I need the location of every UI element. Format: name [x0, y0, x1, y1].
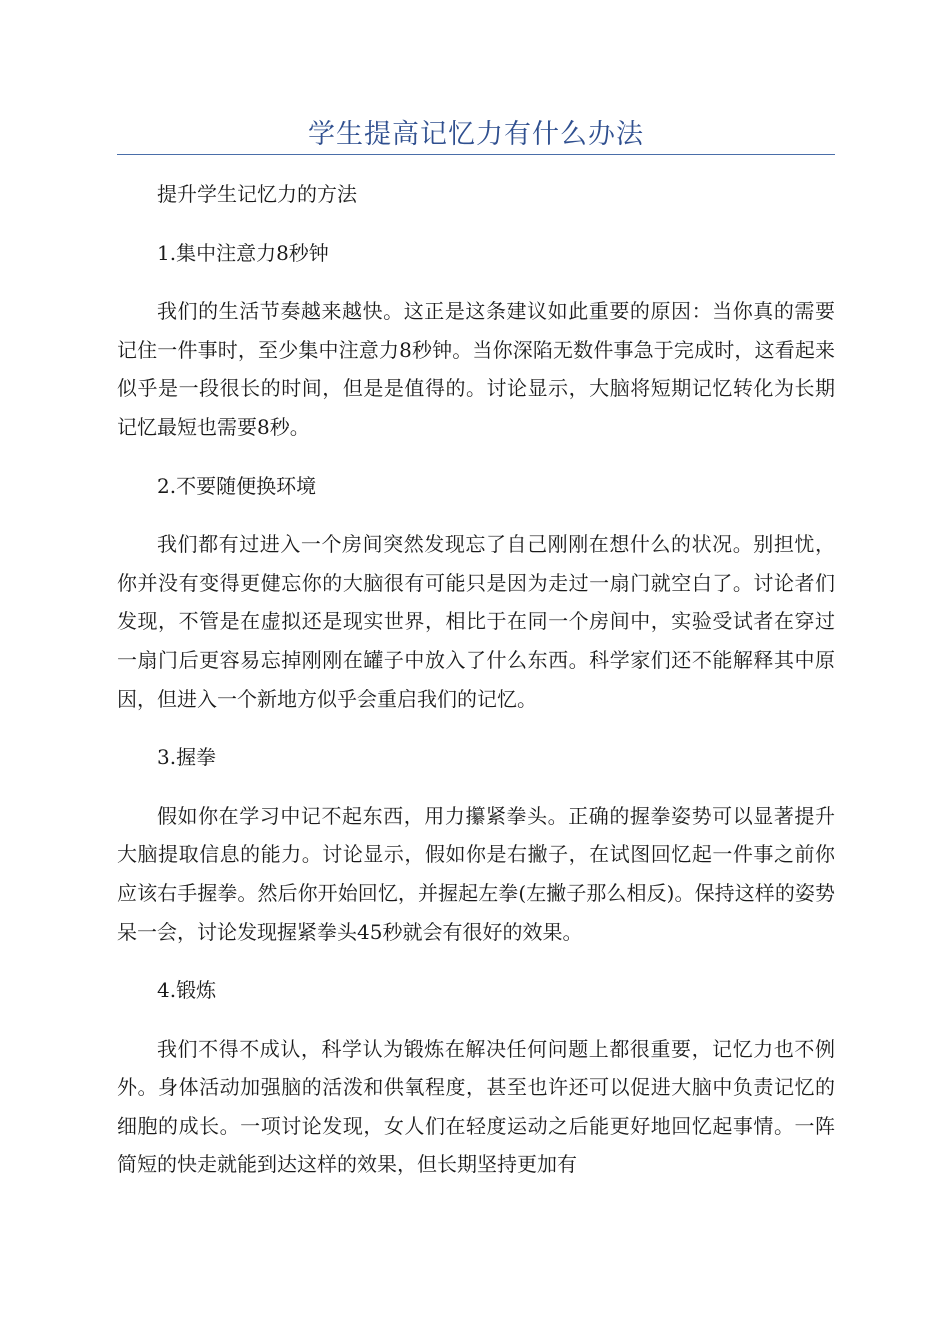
section-body-4: 我们不得不成认，科学认为锻炼在解决任何问题上都很重要，记忆力也不例外。身体活动加强脑的活泼和供氧程度，甚至也许还可以促进大脑中负责记忆的细胞的成长。一项讨论发现，女人们在轻度运动之后能更好地回忆起事情。一阵简短的快走就能到达这样的效果，但长期坚持更加有 — [117, 1036, 835, 1177]
section-heading-3: 3.握拳 — [157, 745, 217, 770]
section-heading-2: 2.不要随便换环境 — [157, 473, 317, 498]
intro-heading: 提升学生记忆力的方法 — [157, 182, 357, 206]
section-heading-1: 1.集中注意力8秒钟 — [157, 240, 329, 265]
section-body-3: 假如你在学习中记不起东西，用力攥紧拳头。正确的握拳姿势可以显著提升大脑提取信息的能力。讨论显示，假如你是右撇子，在试图回忆起一件事之前你应该右手握拳。然后你开始回忆，并握起左拳(左撇子那么相反)。保持这样的姿势呆一会，讨论发现握紧拳头45秒就会有很好的效果。 — [117, 803, 835, 944]
document-title: 学生提高记忆力有什么办法 — [308, 119, 644, 150]
section-body-2: 我们都有过进入一个房间突然发现忘了自己刚刚在想什么的状况。别担忧，你并没有变得更健忘你的大脑很有可能只是因为走过一扇门就空白了。讨论者们发现，不管是在虚拟还是现实世界，相比于在同一个房间中，实验受试者在穿过一扇门后更容易忘掉刚刚在罐子中放入了什么东西。科学家们还不能解释其中原因，但进入一个新地方似乎会重启我们的记忆。 — [117, 532, 835, 711]
section-heading-4: 4.锻炼 — [157, 978, 217, 1003]
document-page — [117, 0, 835, 1184]
title-underline — [117, 154, 835, 155]
section-body-1: 我们的生活节奏越来越快。这正是这条建议如此重要的原因：当你真的需要记住一件事时，至少集中注意力8秒钟。当你深陷无数件事急于完成时，这看起来似乎是一段很长的时间，但是是值得的。讨论显示，大脑将短期记忆转化为长期记忆最短也需要8秒。 — [117, 299, 835, 439]
